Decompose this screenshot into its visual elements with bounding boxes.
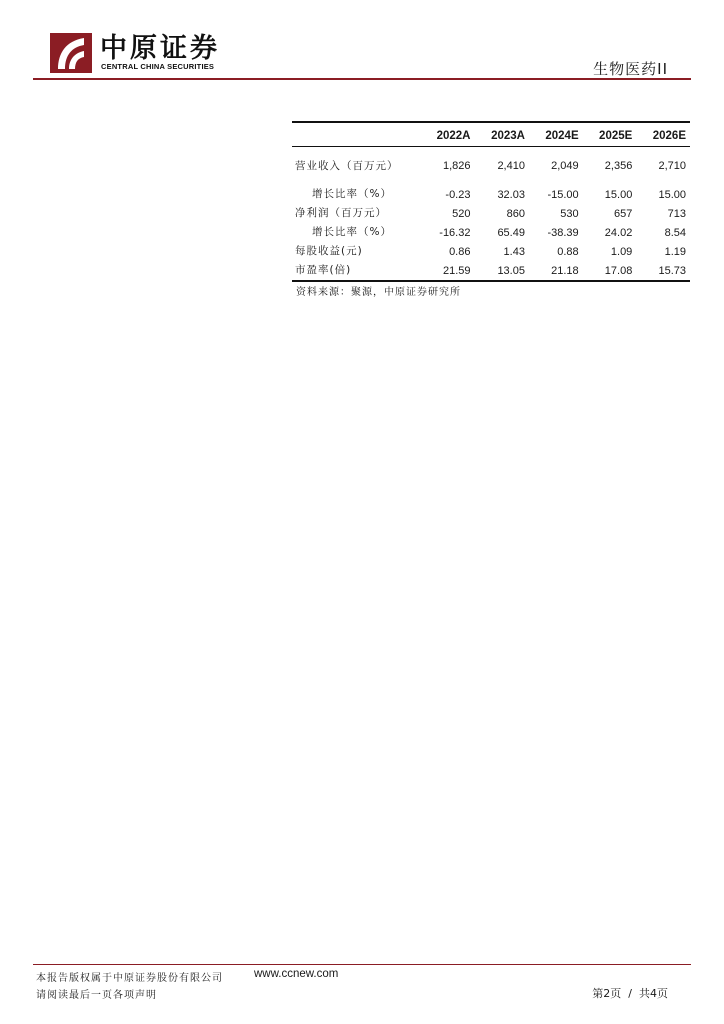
table-cell: 0.88: [557, 245, 579, 258]
table-cell: 13.05: [474, 261, 528, 281]
table-cell: 530: [560, 207, 579, 220]
column-header: 2025E: [583, 122, 637, 147]
table-cell: 2,710: [658, 160, 686, 172]
table-cell: 15.00: [658, 188, 686, 201]
table-source-note: 资料来源：聚源，中原证券研究所: [296, 287, 461, 298]
table-row: [292, 261, 690, 281]
total-pages: 共4页: [639, 987, 668, 1000]
table-cell: 65.49: [497, 226, 525, 239]
logo-english-name: CENTRAL CHINA SECURITIES: [101, 62, 215, 71]
disclaimer-note: 请阅读最后一页各项声明: [36, 990, 157, 1001]
table-cell: 1.43: [503, 245, 525, 258]
company-logo: [50, 33, 250, 73]
column-header: 2026E: [636, 122, 690, 147]
logo-chinese-name: 中原证券: [100, 33, 220, 64]
table-cell: 21.59: [420, 261, 474, 281]
table-cell: -0.23: [445, 188, 471, 201]
table-cell: 1.19: [664, 245, 686, 258]
table-cell: 17.08: [583, 261, 637, 281]
column-header: [292, 122, 420, 147]
table-header-row: [292, 122, 690, 147]
table-cell: 15.73: [636, 261, 690, 281]
table-cell: 657: [613, 207, 633, 220]
column-header: 2023A: [474, 122, 528, 147]
table-row: [292, 147, 690, 186]
row-label: 增长比率（%）: [312, 226, 392, 238]
table-row: [292, 242, 690, 261]
website-link[interactable]: www.ccnew.com: [254, 968, 339, 980]
table-cell: 1,826: [442, 160, 471, 172]
table-cell: 15.00: [604, 188, 633, 201]
page-separator: /: [624, 987, 636, 1000]
column-header: 2024E: [529, 122, 583, 147]
copyright-notice: 本报告版权属于中原证券股份有限公司: [36, 973, 223, 984]
table-cell: 2,049: [551, 160, 579, 172]
footer-divider: [33, 964, 691, 965]
table-cell: 8.54: [664, 226, 686, 239]
table-cell: 21.18: [529, 261, 583, 281]
row-label: 市盈率(倍): [292, 261, 420, 281]
current-page: 第2页: [592, 987, 622, 1000]
table-cell: 713: [667, 207, 686, 220]
table-cell: 1.09: [610, 245, 633, 258]
table-row: [292, 223, 690, 242]
page-indicator: [592, 985, 668, 1001]
header-divider: [33, 78, 691, 80]
column-header: 2022A: [420, 122, 474, 147]
table-cell: 24.02: [604, 226, 633, 239]
table-cell: -15.00: [547, 188, 579, 201]
table-row: [292, 185, 690, 204]
table-cell: -16.32: [439, 226, 471, 239]
row-label: 营业收入（百万元）: [295, 159, 399, 172]
table-cell: 860: [506, 207, 525, 220]
financial-forecast-table: [292, 121, 690, 282]
table-cell: -38.39: [547, 226, 579, 239]
row-label: 增长比率（%）: [312, 188, 392, 200]
section-title: 生物医药II: [593, 60, 668, 78]
table-cell: 32.03: [497, 188, 525, 201]
row-label: 净利润（百万元）: [295, 207, 387, 219]
table-cell: 0.86: [449, 245, 471, 258]
logo-mark-icon: [50, 33, 92, 73]
table-row: [292, 204, 690, 223]
table-cell: 2,410: [497, 160, 525, 172]
table-cell: 520: [452, 207, 471, 220]
row-label: 每股收益(元): [295, 245, 363, 257]
table-cell: 2,356: [604, 160, 633, 172]
